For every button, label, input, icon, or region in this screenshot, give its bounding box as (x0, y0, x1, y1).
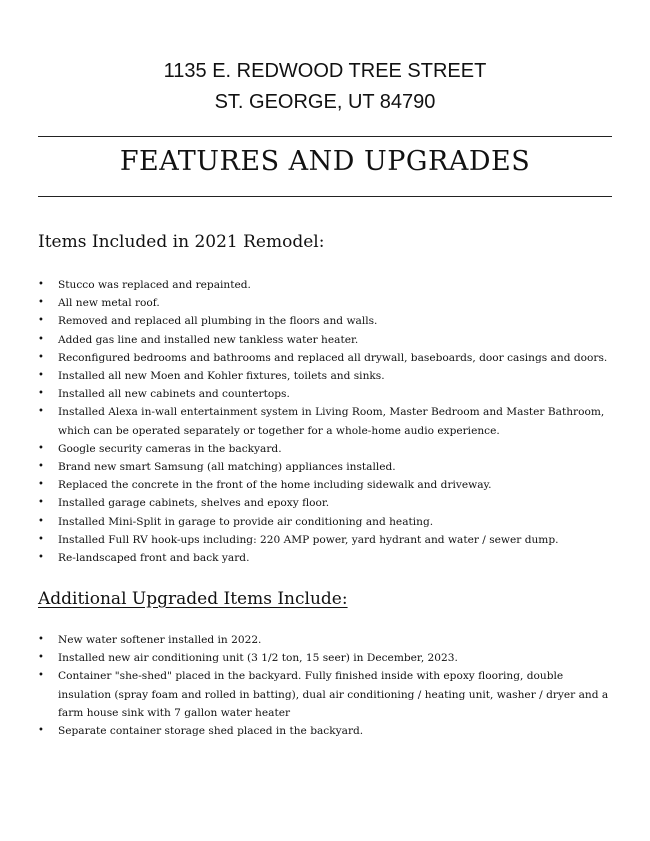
list-item-text: Installed Alexa in-wall entertainment system in Living Room, Master Bedroom and Master Bathroom, which can be operated separately or together for a whole-home audio experience. (58, 406, 605, 437)
list-item (38, 349, 616, 367)
list-item-text: Brand new smart Samsung (all matching) appliances installed. (58, 461, 396, 474)
list-item-text: Reconfigured bedrooms and bathrooms and replaced all drywall, baseboards, door casings and doors. (58, 351, 608, 364)
section-heading-remodel: Items Included in 2021 Remodel: (38, 232, 325, 252)
list-item (38, 667, 616, 722)
remodel-items-list (38, 276, 616, 567)
list-item-text: Separate container storage shed placed in the backyard. (58, 725, 364, 738)
list-item (38, 631, 616, 649)
list-item (38, 458, 616, 476)
list-item-text: Installed new air conditioning unit (3 1/2 ton, 15 seer) in December, 2023. (58, 652, 458, 665)
bullet-icon: • (38, 552, 44, 564)
bullet-icon: • (38, 725, 44, 737)
bullet-icon: • (38, 388, 44, 400)
list-item (38, 367, 616, 385)
bullet-icon: • (38, 515, 44, 527)
list-item-text: All new metal roof. (58, 297, 160, 310)
bullet-icon: • (38, 533, 44, 545)
bullet-icon: • (38, 479, 44, 491)
list-item-text: Installed all new cabinets and countertops. (58, 388, 290, 401)
bullet-icon: • (38, 497, 44, 509)
list-item-text: Re-landscaped front and back yard. (58, 552, 250, 565)
page-title: FEATURES AND UPGRADES (119, 146, 531, 177)
list-item (38, 312, 616, 330)
list-item (38, 649, 616, 667)
bullet-icon: • (38, 670, 44, 682)
bullet-icon: • (38, 652, 44, 664)
list-item-text: New water softener installed in 2022. (58, 634, 262, 646)
list-item-text: Installed Mini-Split in garage to provide air conditioning and heating. (58, 515, 434, 528)
list-item (38, 722, 616, 740)
list-item (38, 403, 616, 439)
list-item-text: Installed garage cabinets, shelves and epoxy floor. (58, 497, 330, 510)
bullet-icon: • (38, 279, 44, 290)
section-heading-additional: Additional Upgraded Items Include: (38, 589, 348, 609)
list-item (38, 294, 616, 312)
list-item (38, 531, 616, 549)
bullet-icon: • (38, 370, 44, 382)
bullet-icon: • (38, 461, 44, 473)
list-item-text: Google security cameras in the backyard. (58, 442, 282, 455)
list-item-text: Added gas line and installed new tankless water heater. (58, 333, 359, 346)
additional-items-list (38, 631, 616, 740)
bullet-icon: • (38, 315, 44, 327)
bullet-icon: • (38, 351, 44, 363)
property-address (0, 56, 650, 118)
bullet-icon: • (38, 333, 44, 345)
list-item (38, 513, 616, 531)
list-item-text: Installed Full RV hook-ups including: 220 AMP power, yard hydrant and water / sewer dump. (58, 533, 559, 546)
list-item (38, 440, 616, 458)
list-item (38, 476, 616, 494)
list-item-text: Stucco was replaced and repainted. (58, 279, 251, 291)
list-item (38, 549, 616, 567)
title-divider-top (38, 136, 612, 137)
list-item-text: Replaced the concrete in the front of the home including sidewalk and driveway. (58, 479, 492, 492)
list-item (38, 331, 616, 349)
list-item (38, 276, 616, 294)
list-item (38, 494, 616, 512)
list-item-text: Container "she-shed" placed in the backyard. Fully finished inside with epoxy flooring, double insulation (spray foam and rolled in batting), dual air conditioning / heating unit, washer / dryer and a farm house sink with 7 gallon water heater (58, 670, 609, 719)
list-item-text: Removed and replaced all plumbing in the floors and walls. (58, 315, 378, 328)
address-city-state-zip: ST. GEORGE, UT 84790 (214, 91, 436, 113)
list-item-text: Installed all new Moen and Kohler fixtures, toilets and sinks. (58, 370, 385, 383)
list-item (38, 385, 616, 403)
title-divider-bottom (38, 196, 612, 197)
address-street: 1135 E. REDWOOD TREE STREET (163, 60, 487, 82)
bullet-icon: • (38, 297, 44, 309)
bullet-icon: • (38, 406, 44, 418)
bullet-icon: • (38, 634, 44, 645)
bullet-icon: • (38, 442, 44, 454)
